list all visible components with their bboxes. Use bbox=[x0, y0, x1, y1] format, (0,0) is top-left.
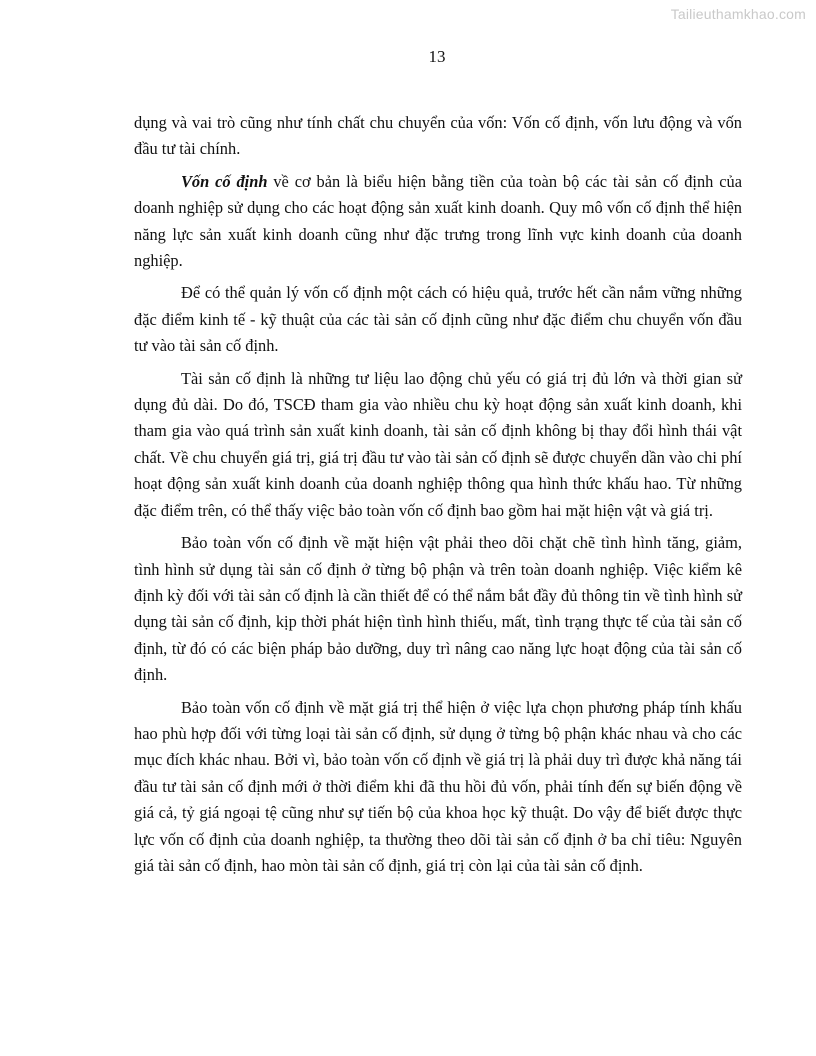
paragraph-4-text: Tài sản cố định là những tư liệu lao động chủ yếu có giá trị đủ lớn và thời gian sử dụng đủ dài. Do đó, TSCĐ tham gia vào nhiều chu kỳ hoạt động sản xuất kinh doanh, khi tham gia vào quá trình sản xuất kinh doanh, tài sản cố định không bị thay đổi hình thái vật chất. Về chu chuyển giá trị, giá trị đầu tư vào tài sản cố định sẽ được chuyển dần vào chi phí hoạt động sản xuất kinh doanh của doanh nghiệp thông qua hình thức khấu hao. Từ những đặc điểm trên, có thể thấy việc bảo toàn vốn cố định bao gồm hai mặt hiện vật và giá trị. bbox=[134, 368, 742, 520]
paragraph-1-text: dụng và vai trò cũng như tính chất chu chuyển của vốn: Vốn cố định, vốn lưu động và vốn đầu tư tài chính. bbox=[134, 113, 742, 159]
paragraph-2 bbox=[134, 169, 742, 275]
paragraph-6 bbox=[134, 695, 742, 880]
paragraph-3-text: Để có thể quản lý vốn cố định một cách có hiệu quả, trước hết cần nắm vững những đặc điểm kinh tế - kỹ thuật của các tài sản cố định cũng như đặc điểm chu chuyển vốn đầu tư vào tài sản cố định. bbox=[134, 283, 742, 356]
paragraph-5 bbox=[134, 530, 742, 688]
paragraph-1 bbox=[134, 110, 742, 163]
paragraph-6-text: Bảo toàn vốn cố định về mặt giá trị thể hiện ở việc lựa chọn phương pháp tính khấu hao phù hợp đối với từng loại tài sản cố định, sử dụng ở từng bộ phận khác nhau và cho các mục đích khác nhau. Bởi vì, bảo toàn vốn cố định về giá trị là phải duy trì được khả năng tái đầu tư tài sản cố định mới ở thời điểm khi đã thu hồi đủ vốn, phải tính đến sự biến động về giá cả, tỷ giá ngoại tệ cũng như sự tiến bộ của khoa học kỹ thuật. Do vậy để biết được thực lực vốn cố định của doanh nghiệp, ta thường theo dõi tài sản cố định ở ba chỉ tiêu: Nguyên giá tài sản cố định, hao mòn tài sản cố định, giá trị còn lại của tài sản cố định. bbox=[134, 697, 742, 875]
paragraph-5-text: Bảo toàn vốn cố định về mặt hiện vật phải theo dõi chặt chẽ tình hình tăng, giảm, tình hình sử dụng tài sản cố định ở từng bộ phận và trên toàn doanh nghiệp. Việc kiểm kê định kỳ đối với tài sản cố định là cần thiết để có thể nắm bắt đầy đủ thông tin về tình hình sử dụng tài sản cố định, kịp thời phát hiện tình hình thiếu, mất, tình trạng thực tế của tài sản cố định, từ đó có các biện pháp bảo dưỡng, duy trì nâng cao năng lực hoạt động của tài sản cố định. bbox=[134, 533, 742, 685]
paragraph-4 bbox=[134, 366, 742, 524]
paragraph-2-term: Vốn cố định bbox=[181, 171, 268, 191]
page-number: 13 bbox=[428, 47, 446, 66]
paragraph-2-text: về cơ bản là biểu hiện bằng tiền của toàn bộ các tài sản cố định của doanh nghiệp sử dụng cho các hoạt động sản xuất kinh doanh. Quy mô vốn cố định thể hiện năng lực sản xuất kinh doanh cũng như đặc trưng trong lĩnh vực kinh doanh của doanh nghiệp. bbox=[134, 171, 743, 271]
document-body bbox=[134, 110, 742, 885]
paragraph-3 bbox=[134, 280, 742, 359]
watermark: Tailieuthamkhao.com bbox=[670, 6, 806, 22]
